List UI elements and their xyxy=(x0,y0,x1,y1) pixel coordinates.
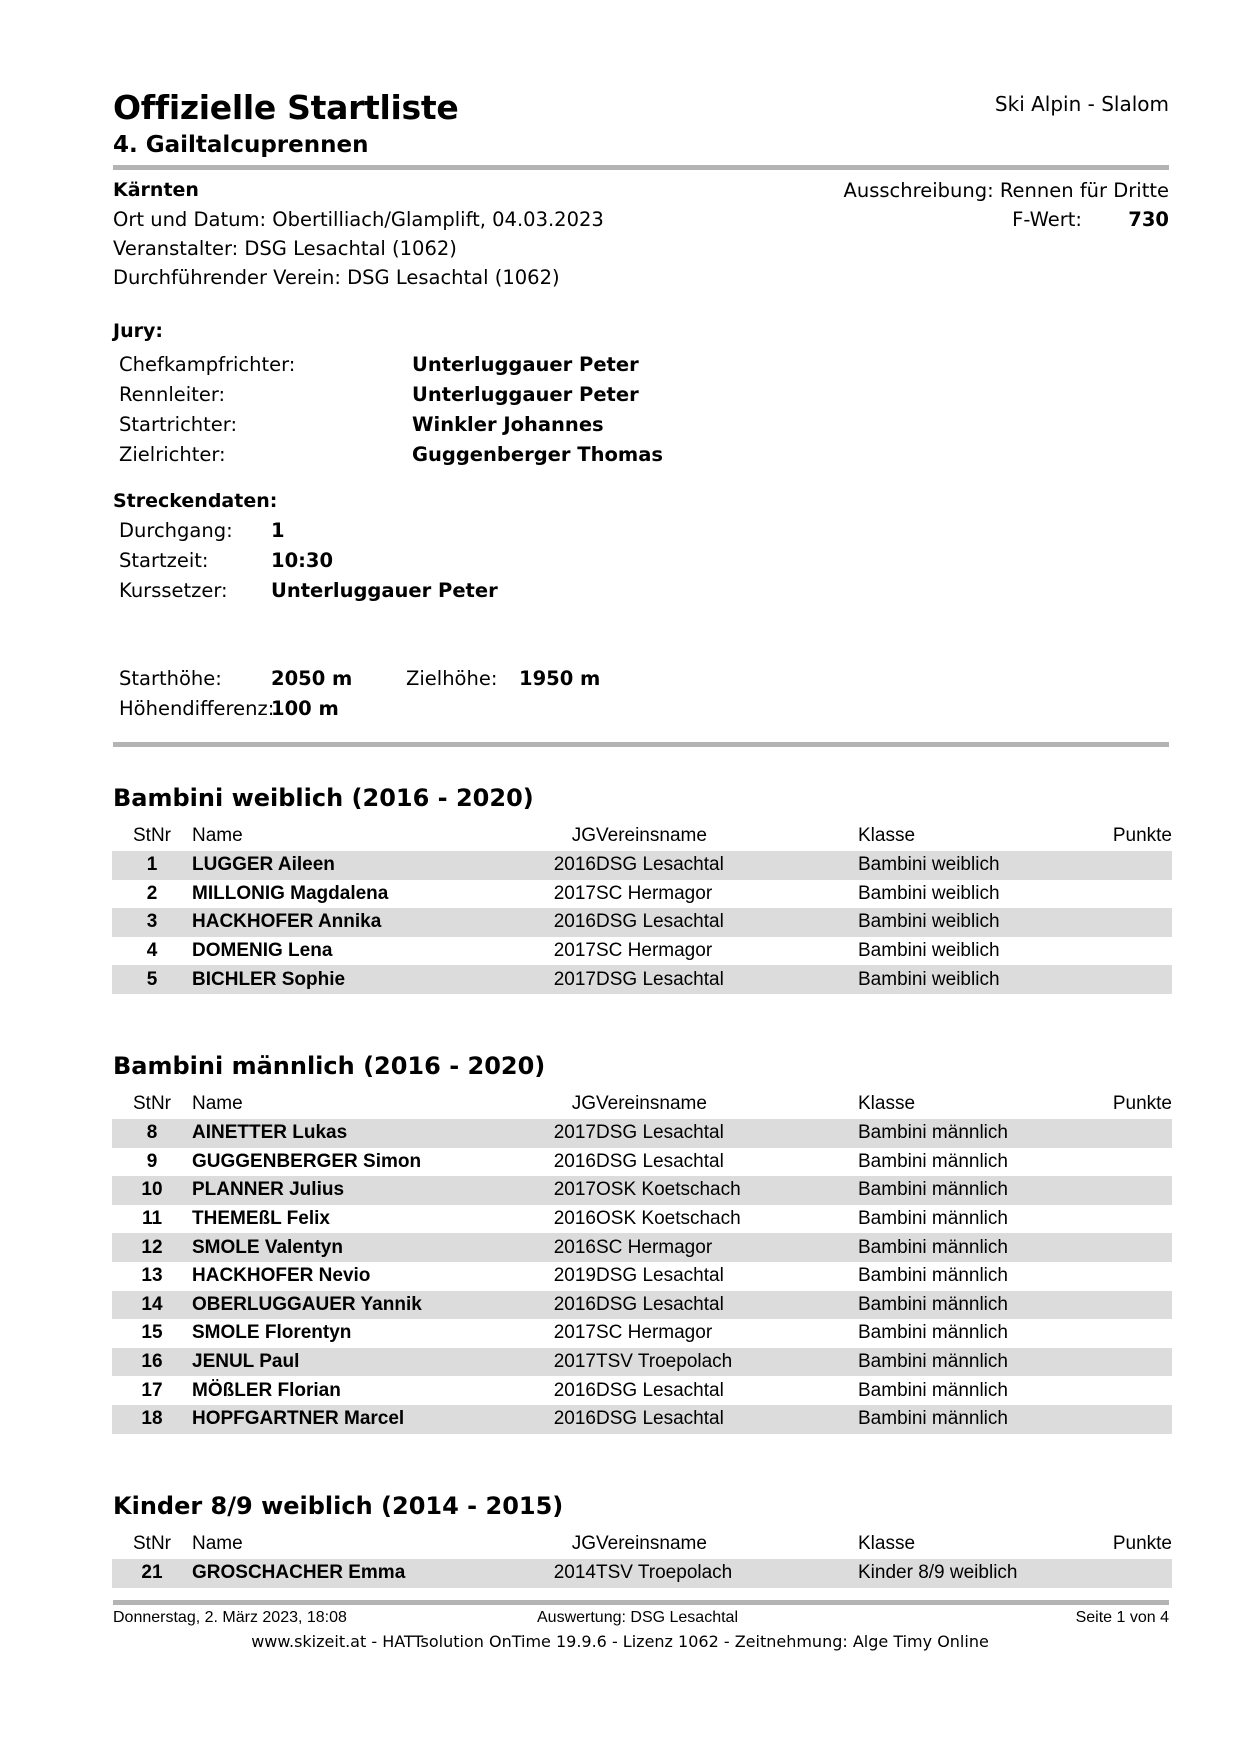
table-row xyxy=(112,1348,1172,1377)
jury-label: Chefkampfrichter: xyxy=(119,353,296,376)
birth-year: 2014 xyxy=(532,1559,596,1588)
column-header-stnr: StNr xyxy=(133,1533,171,1554)
birth-year: 2017 xyxy=(532,1348,596,1377)
table-header xyxy=(112,1089,1172,1119)
start-number: 8 xyxy=(112,1119,192,1148)
points xyxy=(1088,1559,1172,1588)
class-name: Bambini weiblich xyxy=(858,882,1000,904)
table-row xyxy=(112,937,1172,966)
table-row xyxy=(112,1376,1172,1405)
table-row xyxy=(112,1233,1172,1262)
start-list-table xyxy=(112,1089,1172,1434)
start-number: 21 xyxy=(112,1559,192,1588)
athlete-name: GROSCHACHER Emma xyxy=(192,1559,532,1588)
points xyxy=(1088,1205,1172,1234)
start-list-table xyxy=(112,821,1172,994)
course-heading: Streckendaten: xyxy=(113,490,278,512)
jury-value: Guggenberger Thomas xyxy=(412,443,663,466)
birth-year: 2017 xyxy=(553,882,596,904)
athlete-name: JENUL Paul xyxy=(192,1348,532,1377)
column-header-stnr: StNr xyxy=(133,825,171,846)
birth-year: 2017 xyxy=(532,965,596,994)
club-name: TSV Troepolach xyxy=(596,1348,858,1377)
athlete-name: PLANNER Julius xyxy=(192,1176,532,1205)
club-name: DSG Lesachtal xyxy=(596,1150,724,1172)
start-number: 10 xyxy=(112,1176,192,1205)
birth-year: 2019 xyxy=(553,1265,596,1287)
altitude-difference-value: 100 m xyxy=(271,697,339,720)
club-name: DSG Lesachtal xyxy=(596,1119,858,1148)
club-name: OSK Koetschach xyxy=(596,1208,741,1230)
finish-altitude-label: Zielhöhe: xyxy=(406,667,498,690)
column-header-club: Vereinsname xyxy=(596,1533,707,1554)
class-name: Bambini weiblich xyxy=(858,851,1088,880)
birth-year: 2016 xyxy=(532,1405,596,1434)
club-name: OSK Koetschach xyxy=(596,1176,858,1205)
birth-year: 2016 xyxy=(532,851,596,880)
start-number: 11 xyxy=(141,1208,163,1230)
points xyxy=(1088,1376,1172,1405)
athlete-name: GUGGENBERGER Simon xyxy=(192,1150,422,1172)
club-name: SC Hermagor xyxy=(596,940,713,962)
finish-altitude-value: 1950 m xyxy=(519,667,601,690)
birth-year: 2016 xyxy=(532,908,596,937)
table-row xyxy=(112,1205,1172,1234)
athlete-name: LUGGER Aileen xyxy=(192,851,532,880)
points xyxy=(1088,908,1172,937)
start-number: 16 xyxy=(112,1348,192,1377)
discipline: Ski Alpin - Slalom xyxy=(994,92,1169,116)
jury-value: Winkler Johannes xyxy=(412,413,604,436)
race-name: 4. Gailtalcuprennen xyxy=(113,132,369,158)
table-row xyxy=(112,1319,1172,1348)
birth-year: 2017 xyxy=(532,1119,596,1148)
start-number: 9 xyxy=(146,1150,158,1172)
evaluation: Auswertung: DSG Lesachtal xyxy=(537,1609,738,1626)
club-name: DSG Lesachtal xyxy=(596,965,858,994)
table-row xyxy=(112,908,1172,937)
course-setter-value: Unterluggauer Peter xyxy=(271,579,498,602)
athlete-name: SMOLE Valentyn xyxy=(192,1233,532,1262)
athlete-name: MILLONIG Magdalena xyxy=(192,882,389,904)
class-name: Bambini weiblich xyxy=(858,908,1088,937)
table-row xyxy=(112,1262,1172,1291)
run-label: Durchgang: xyxy=(119,519,233,542)
start-number: 15 xyxy=(141,1322,163,1344)
club-name: DSG Lesachtal xyxy=(596,1291,858,1320)
region: Kärnten xyxy=(113,179,199,201)
class-name: Bambini männlich xyxy=(858,1291,1088,1320)
column-header-club: Vereinsname xyxy=(596,825,707,846)
run-value: 1 xyxy=(271,519,285,542)
class-name: Bambini weiblich xyxy=(858,965,1088,994)
start-time-label: Startzeit: xyxy=(119,549,209,572)
points xyxy=(1088,1405,1172,1434)
column-header-name: Name xyxy=(192,825,243,846)
class-name: Bambini männlich xyxy=(858,1176,1088,1205)
points xyxy=(1088,880,1172,909)
jury-heading: Jury: xyxy=(113,320,163,342)
header-divider xyxy=(113,165,1169,170)
jury-value: Unterluggauer Peter xyxy=(412,353,639,376)
birth-year: 2016 xyxy=(553,1150,596,1172)
fwert-label: F-Wert: xyxy=(1012,208,1082,231)
class-name: Bambini männlich xyxy=(858,1150,1008,1172)
club-name: DSG Lesachtal xyxy=(596,1379,724,1401)
table-row xyxy=(112,1119,1172,1148)
class-name: Bambini männlich xyxy=(858,1233,1088,1262)
club-name: SC Hermagor xyxy=(596,882,713,904)
points xyxy=(1088,1319,1172,1348)
points xyxy=(1088,1348,1172,1377)
class-name: Bambini männlich xyxy=(858,1348,1088,1377)
print-date: Donnerstag, 2. März 2023, 18:08 xyxy=(113,1609,347,1626)
athlete-name: HOPFGARTNER Marcel xyxy=(192,1405,532,1434)
start-number: 18 xyxy=(112,1405,192,1434)
page-number: Seite 1 von 4 xyxy=(1075,1609,1169,1626)
class-name: Kinder 8/9 weiblich xyxy=(858,1559,1088,1588)
start-number: 12 xyxy=(112,1233,192,1262)
column-header-jg: JG xyxy=(571,1533,596,1554)
page-title: Offizielle Startliste xyxy=(113,88,459,127)
class-name: Bambini männlich xyxy=(858,1379,1008,1401)
tender: Ausschreibung: Rennen für Dritte xyxy=(843,179,1169,202)
start-number: 4 xyxy=(146,940,158,962)
table-row xyxy=(112,1559,1172,1588)
points xyxy=(1088,1233,1172,1262)
athlete-name: BICHLER Sophie xyxy=(192,965,532,994)
software-credits: www.skizeit.at - HATTsolution OnTime 19.9.6 - Lizenz 1062 - Zeitnehmung: Alge Timy Online xyxy=(251,1632,989,1651)
athlete-name: MÖßLER Florian xyxy=(192,1379,341,1401)
section-divider xyxy=(113,742,1169,747)
start-number: 14 xyxy=(112,1291,192,1320)
points xyxy=(1088,1262,1172,1291)
column-header-class: Klasse xyxy=(858,1093,916,1114)
place-date: Ort und Datum: Obertilliach/Glamplift, 04.03.2023 xyxy=(113,208,604,231)
birth-year: 2016 xyxy=(553,1379,596,1401)
club-name: DSG Lesachtal xyxy=(596,1265,724,1287)
column-header-points: Punkte xyxy=(1112,825,1172,846)
club-name: SC Hermagor xyxy=(596,1233,858,1262)
start-time-value: 10:30 xyxy=(271,549,334,572)
points xyxy=(1088,851,1172,880)
column-header-club: Vereinsname xyxy=(596,1093,707,1114)
club-name: DSG Lesachtal xyxy=(596,851,858,880)
points xyxy=(1088,937,1172,966)
points xyxy=(1088,965,1172,994)
start-number: 17 xyxy=(141,1379,163,1401)
club-name: DSG Lesachtal xyxy=(596,1405,858,1434)
column-header-points: Punkte xyxy=(1112,1533,1172,1554)
group-title: Kinder 8/9 weiblich (2014 - 2015) xyxy=(113,1492,564,1520)
jury-label: Rennleiter: xyxy=(119,383,226,406)
class-name: Bambini männlich xyxy=(858,1208,1008,1230)
column-header-class: Klasse xyxy=(858,1533,916,1554)
group-title: Bambini männlich (2016 - 2020) xyxy=(113,1052,546,1080)
table-row xyxy=(112,965,1172,994)
group-title: Bambini weiblich (2016 - 2020) xyxy=(113,784,534,812)
start-number: 5 xyxy=(112,965,192,994)
start-altitude-value: 2050 m xyxy=(271,667,353,690)
points xyxy=(1088,1119,1172,1148)
points xyxy=(1088,1148,1172,1177)
points xyxy=(1088,1291,1172,1320)
club-name: TSV Troepolach xyxy=(596,1559,858,1588)
club-name: DSG Lesachtal xyxy=(596,908,858,937)
jury-label: Zielrichter: xyxy=(119,443,226,466)
jury-label: Startrichter: xyxy=(119,413,238,436)
jury-value: Unterluggauer Peter xyxy=(412,383,639,406)
column-header-jg: JG xyxy=(571,1093,596,1114)
organizer: Veranstalter: DSG Lesachtal (1062) xyxy=(113,237,457,260)
start-number: 2 xyxy=(146,882,158,904)
start-number: 13 xyxy=(141,1265,163,1287)
table-row xyxy=(112,1291,1172,1320)
column-header-stnr: StNr xyxy=(133,1093,171,1114)
athlete-name: HACKHOFER Nevio xyxy=(192,1265,371,1287)
start-list-table xyxy=(112,1529,1172,1588)
class-name: Bambini männlich xyxy=(858,1119,1088,1148)
start-altitude-label: Starthöhe: xyxy=(119,667,222,690)
birth-year: 2017 xyxy=(532,1176,596,1205)
points xyxy=(1088,1176,1172,1205)
fwert-value: 730 xyxy=(1128,208,1169,231)
altitude-difference-label: Höhendifferenz: xyxy=(119,697,275,720)
start-number: 3 xyxy=(112,908,192,937)
table-row xyxy=(112,1176,1172,1205)
athlete-name: AINETTER Lukas xyxy=(192,1119,532,1148)
table-row xyxy=(112,851,1172,880)
athlete-name: OBERLUGGAUER Yannik xyxy=(192,1291,532,1320)
club-name: SC Hermagor xyxy=(596,1322,713,1344)
table-row xyxy=(112,880,1172,909)
column-header-jg: JG xyxy=(571,825,596,846)
table-row xyxy=(112,1405,1172,1434)
table-row xyxy=(112,1148,1172,1177)
class-name: Bambini weiblich xyxy=(858,940,1000,962)
birth-year: 2016 xyxy=(532,1291,596,1320)
athlete-name: SMOLE Florentyn xyxy=(192,1322,352,1344)
table-header xyxy=(112,1529,1172,1559)
birth-year: 2017 xyxy=(553,1322,596,1344)
column-header-class: Klasse xyxy=(858,825,916,846)
start-number: 1 xyxy=(112,851,192,880)
athlete-name: THEMEßL Felix xyxy=(192,1208,330,1230)
footer-divider xyxy=(113,1600,1169,1605)
birth-year: 2016 xyxy=(553,1208,596,1230)
athlete-name: DOMENIG Lena xyxy=(192,940,333,962)
column-header-name: Name xyxy=(192,1093,243,1114)
athlete-name: HACKHOFER Annika xyxy=(192,908,532,937)
birth-year: 2016 xyxy=(532,1233,596,1262)
column-header-points: Punkte xyxy=(1112,1093,1172,1114)
column-header-name: Name xyxy=(192,1533,243,1554)
class-name: Bambini männlich xyxy=(858,1265,1008,1287)
birth-year: 2017 xyxy=(553,940,596,962)
course-setter-label: Kurssetzer: xyxy=(119,579,228,602)
host-club: Durchführender Verein: DSG Lesachtal (1062) xyxy=(113,266,560,289)
class-name: Bambini männlich xyxy=(858,1322,1008,1344)
table-header xyxy=(112,821,1172,851)
class-name: Bambini männlich xyxy=(858,1405,1088,1434)
